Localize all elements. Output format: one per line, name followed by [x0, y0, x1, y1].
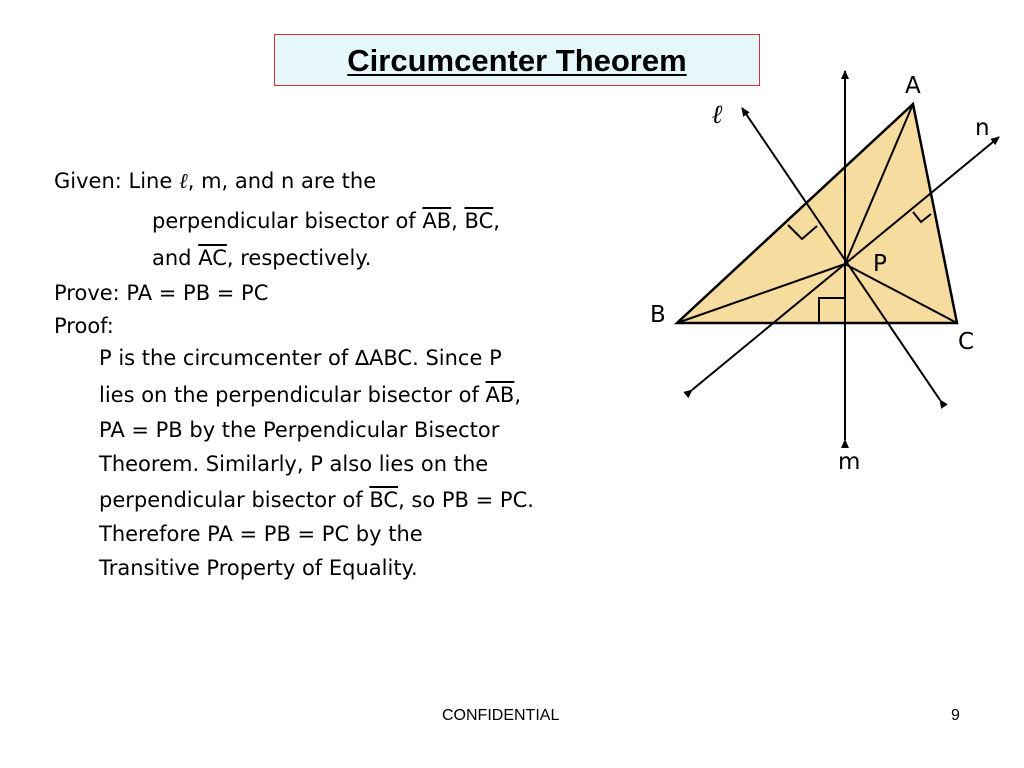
vertex-c-label: C — [958, 329, 975, 355]
line-m-label: m — [838, 449, 861, 475]
segment-bc: $\overline{BC}$ — [464, 209, 494, 233]
segment-ac: $\overline{AC}$ — [198, 246, 227, 270]
vertex-a-label: A — [905, 73, 921, 99]
page-number: 9 — [951, 707, 960, 724]
footer-confidential: CONFIDENTIAL — [442, 707, 560, 724]
proof-2a: lies on the perpendicular bisector of — [99, 383, 479, 407]
given-rest: , m, and n are the — [187, 169, 377, 193]
comma-2: , — [493, 209, 500, 233]
comma-1: , — [451, 209, 458, 233]
proof-line-6: Therefore PA = PB = PC by the — [99, 522, 423, 546]
line-ell-symbol: ℓ — [178, 169, 188, 193]
proof-line-3: PA = PB by the Perpendicular Bisector — [99, 418, 500, 442]
proof-5a: perpendicular bisector of — [99, 488, 363, 512]
proof-5b: , so PB = PC. — [398, 488, 534, 512]
segment-ab-2: $\overline{AB}$ — [485, 383, 515, 407]
vertex-b-label: B — [650, 302, 666, 328]
line-n-label: n — [975, 115, 990, 141]
proof-1b: ABC. Since P — [369, 346, 502, 370]
segment-bc-2: $\overline{BC}$ — [369, 488, 399, 512]
proof-line-4: Theorem. Similarly, P also lies on the — [99, 452, 489, 476]
proof-2b: , — [514, 383, 522, 407]
triangle-symbol: ∆ — [354, 346, 370, 370]
page-title: Circumcenter Theorem — [347, 43, 687, 78]
proof-label: Proof: — [54, 314, 114, 338]
respectively-text: , respectively. — [226, 246, 372, 270]
line-ell-label: ℓ — [712, 100, 724, 130]
proof-line-7: Transitive Property of Equality. — [99, 556, 418, 580]
center-p-label: P — [873, 251, 887, 277]
segment-ab: $\overline{AB}$ — [422, 209, 452, 233]
prove-line: Prove: PA = PB = PC — [54, 281, 269, 305]
and-word: and — [152, 246, 192, 270]
perp-text: perpendicular bisector of — [152, 209, 416, 233]
proof-1a: P is the circumcenter of — [99, 346, 349, 370]
given-prefix: Given: Line — [54, 169, 173, 193]
